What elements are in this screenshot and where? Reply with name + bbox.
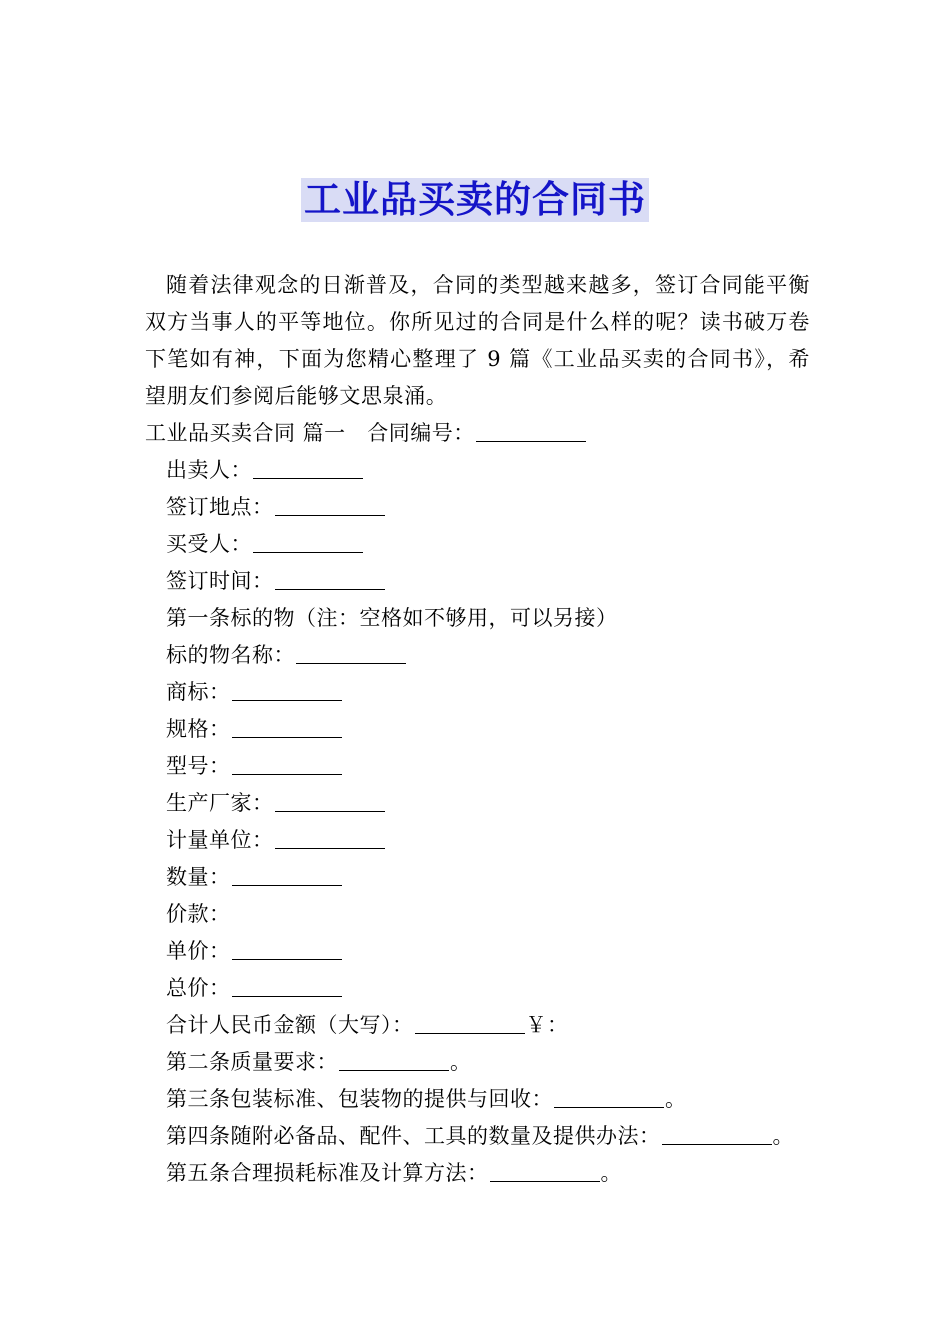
field-line-model — [145, 748, 810, 785]
fill-blank — [275, 828, 385, 849]
fill-blank — [232, 976, 342, 997]
fill-blank — [339, 1050, 449, 1071]
article-label: 第三条包装标准、包装物的提供与回收： — [166, 1087, 553, 1111]
fill-blank — [253, 532, 363, 553]
article-suffix: 。 — [665, 1087, 687, 1111]
field-line-total-price — [145, 970, 810, 1007]
field-label: 买受人： — [166, 532, 252, 556]
field-line-seller — [145, 452, 810, 489]
field-label: 出卖人： — [166, 458, 252, 482]
field-label: 生产厂家： — [166, 791, 274, 815]
price-heading: 价款： — [166, 902, 231, 926]
contract-number-blank — [476, 421, 586, 442]
article-label: 第二条质量要求： — [166, 1050, 338, 1074]
field-line-quantity — [145, 859, 810, 896]
title-wrap — [0, 178, 950, 222]
fill-blank — [662, 1124, 772, 1145]
field-label: 单价： — [166, 939, 231, 963]
fill-blank — [232, 939, 342, 960]
field-label: 总价： — [166, 976, 231, 1000]
field-line-spec — [145, 711, 810, 748]
field-label: 合计人民币金额（大写）： — [166, 1013, 414, 1037]
field-line-unit — [145, 822, 810, 859]
field-line-sign-place — [145, 489, 810, 526]
field-label: 签订地点： — [166, 495, 274, 519]
fill-blank — [232, 754, 342, 775]
fill-blank — [275, 791, 385, 812]
fill-blank — [232, 865, 342, 886]
field-label: 计量单位： — [166, 828, 274, 852]
field-label: 型号： — [166, 754, 231, 778]
document-body — [145, 267, 810, 1192]
contract-heading-line — [145, 415, 810, 452]
field-suffix: ￥： — [525, 1013, 569, 1037]
fill-blank — [490, 1161, 600, 1182]
field-line-total-amount — [145, 1007, 810, 1044]
article-label: 第五条合理损耗标准及计算方法： — [166, 1161, 489, 1185]
article-suffix: 。 — [772, 1124, 794, 1148]
contract-number-label: 合同编号： — [367, 421, 475, 445]
article3-line — [145, 1081, 810, 1118]
article-suffix: 。 — [450, 1050, 472, 1074]
field-line-item-name — [145, 637, 810, 674]
field-label: 商标： — [166, 680, 231, 704]
fill-blank — [415, 1013, 525, 1034]
field-line-manufacturer — [145, 785, 810, 822]
field-line-trademark — [145, 674, 810, 711]
field-line-sign-time — [145, 563, 810, 600]
fill-blank — [253, 458, 363, 479]
field-label: 签订时间： — [166, 569, 274, 593]
field-label: 数量： — [166, 865, 231, 889]
fill-blank — [296, 643, 406, 664]
fill-blank — [275, 569, 385, 590]
article1-heading: 第一条标的物（注：空格如不够用，可以另接） — [166, 606, 618, 630]
fill-blank — [232, 680, 342, 701]
fill-blank — [232, 717, 342, 738]
fill-blank — [275, 495, 385, 516]
intro-paragraph: 随着法律观念的日渐普及，合同的类型越来越多，签订合同能平衡双方当事人的平等地位。你所见过的合同是什么样的呢？读书破万卷下笔如有神，下面为您精心整理了 9 篇《工业品买卖的合同书》，希望朋友们参阅后能够文思泉涌。 — [145, 273, 810, 408]
article-suffix: 。 — [600, 1161, 622, 1185]
article4-line — [145, 1118, 810, 1155]
field-label: 规格： — [166, 717, 231, 741]
fill-blank — [554, 1087, 664, 1108]
contract-section-title: 工业品买卖合同 篇一 — [145, 421, 346, 445]
field-label: 标的物名称： — [166, 643, 295, 667]
article-label: 第四条随附必备品、配件、工具的数量及提供办法： — [166, 1124, 661, 1148]
document-title: 工业品买卖的合同书 — [301, 178, 649, 222]
field-line-unit-price — [145, 933, 810, 970]
article2-line — [145, 1044, 810, 1081]
article5-line — [145, 1155, 810, 1192]
field-line-buyer — [145, 526, 810, 563]
